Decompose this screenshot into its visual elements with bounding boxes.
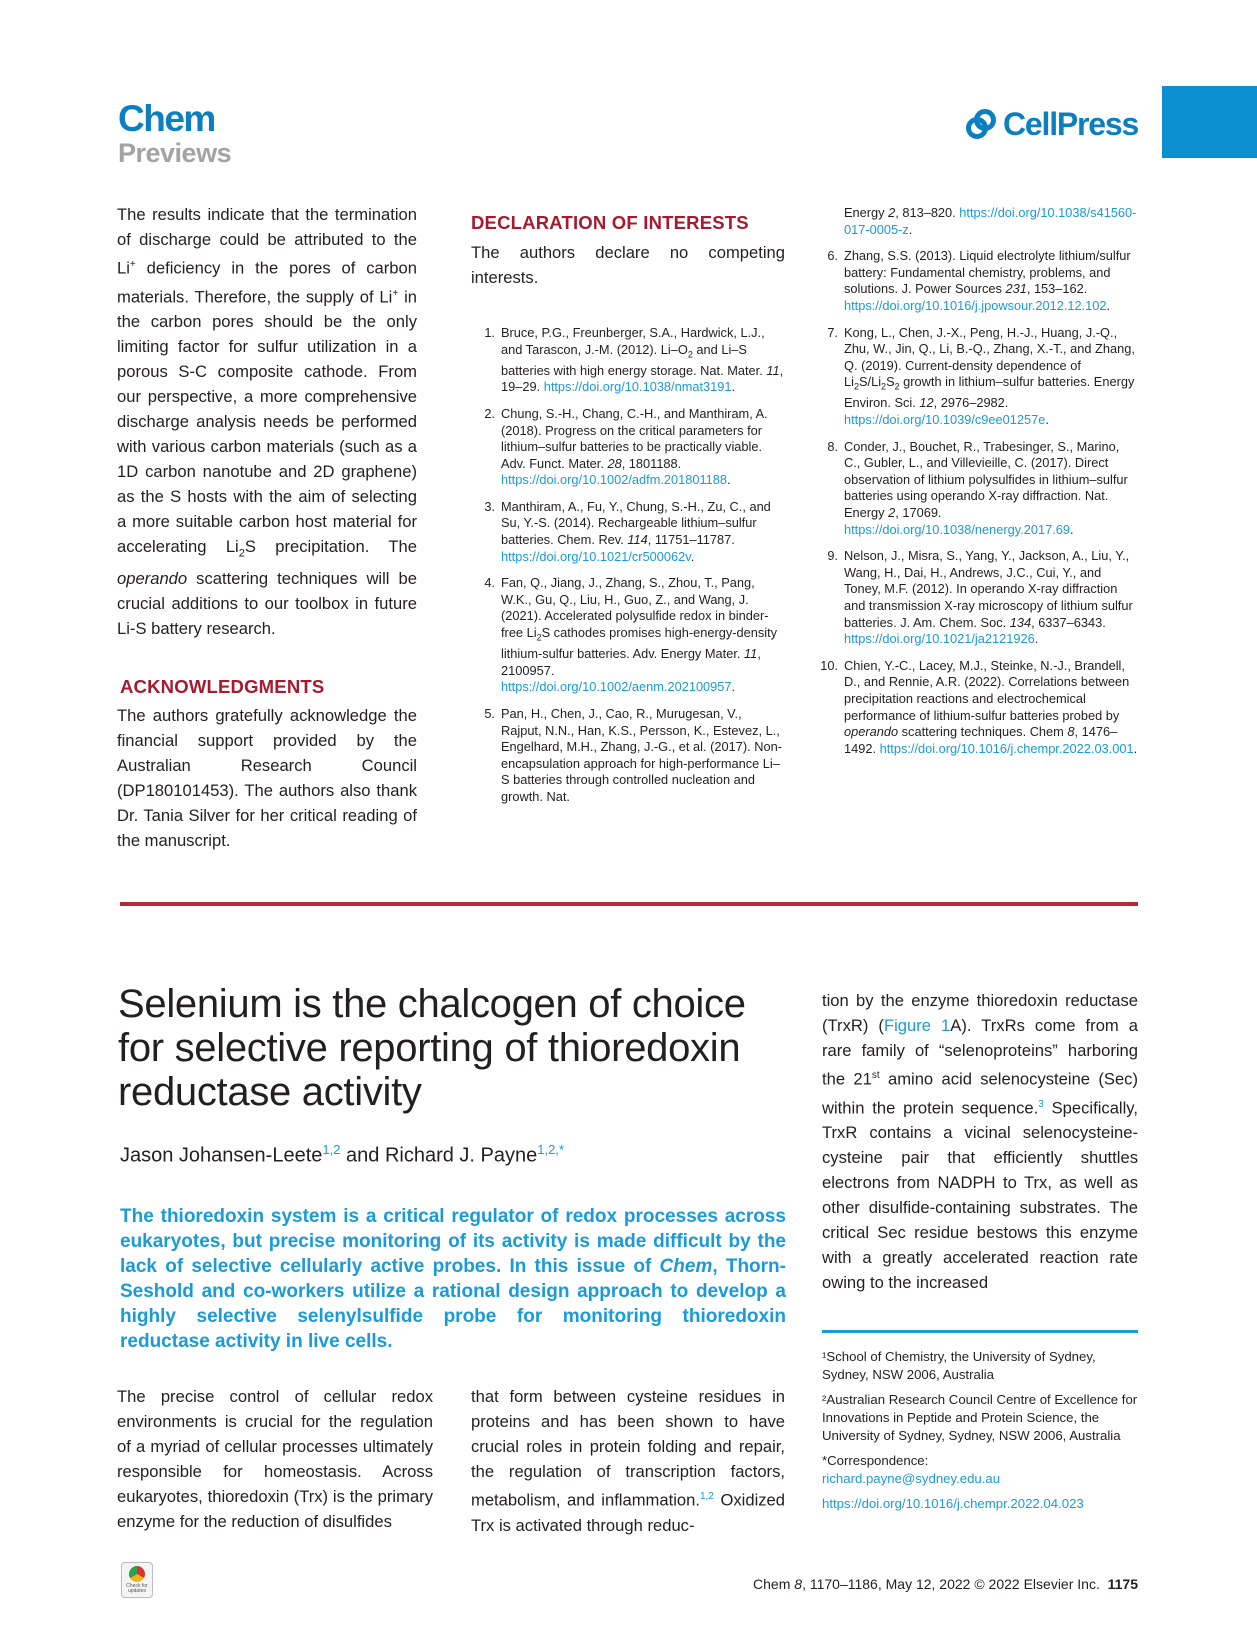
doi-link[interactable]: https://doi.org/10.1002/adfm.201801188	[501, 472, 728, 488]
references-list-col3	[814, 205, 1138, 767]
body-col1: The precise control of cellular redox environments is crucial for the regulation of a myriad of cellular processes ultimately responsible for homeostasis. Across eukaryotes, thioredoxin (Trx) is the primary enzyme for the reduction of disulfides	[117, 1387, 433, 1531]
reference-8: 8. Conder, J., Bouchet, R., Trabesinger, S., Marino, C., Gubler, L., and Villevieille, C. (2017). Direct observation of lithium polysulfides in lithium–sulfur batteries using operando X-ray diffraction. Nat. Energy 2, 17069. https://doi.org/10.1038/nenergy.2017.69.	[827, 438, 1128, 537]
reference-2: 2. Chung, S.-H., Chang, C.-H., and Manthiram, A. (2018). Progress on the critical parameters for lithium–sulfur batteries to be practically viable. Adv. Funct. Mater. 28, 1801188. https://doi.org/10.1002/adfm.201801188.	[484, 405, 768, 488]
article-abstract: The thioredoxin system is a critical regulator of redox processes across eukaryotes, but precise monitoring of its activity is made difficult by the lack of selective cellularly active probes. In this issue of Chem, Thorn-Seshold and co-workers utilize a rational design approach to develop a highly selective selenylsulfide probe for monitoring thioredoxin reductase activity in live cells.	[120, 1206, 786, 1352]
acknowledgments-heading: ACKNOWLEDGMENTS	[120, 676, 325, 697]
page-number: 1175	[1107, 1576, 1138, 1592]
reference-5: 5. Pan, H., Chen, J., Cao, R., Murugesan, V., Rajput, N.N., Han, K.S., Persson, K., Estevez, L., Engelhard, M.H., Zhang, J.-G., et al. (2017). Non-encapsulation approach for high-performance Li–S batteries through controlled nucleation and growth. Nat.	[484, 705, 782, 804]
author-name: Jason Johansen-Leete	[120, 1144, 323, 1167]
citation-link[interactable]: 1,2	[699, 1491, 714, 1502]
author-name: Richard J. Payne	[384, 1144, 538, 1167]
doi-link[interactable]: https://doi.org/10.1002/aenm.202100957	[501, 679, 732, 695]
doi-link[interactable]: https://doi.org/10.1038/s41560-017-0005-z	[844, 205, 1137, 237]
reference-9: 9. Nelson, J., Misra, S., Yang, Y., Jackson, A., Liu, Y., Wang, H., Dai, H., Andrews, J.C., Cui, Y., and Toney, M.F. (2012). In operando X-ray diffraction and transmission X-ray microscopy of lithium sulfur batteries. J. Am. Chem. Soc. 134, 6337–6343. https://doi.org/10.1021/ja2121926.	[827, 548, 1133, 647]
reference-5-continued: Energy 2, 813–820. https://doi.org/10.1038/s41560-017-0005-z.	[844, 205, 1137, 237]
cellpress-logo[interactable]	[965, 104, 1138, 144]
affiliation-1: ¹School of Chemistry, the University of Sydney, Sydney, NSW 2006, Australia	[822, 1349, 1096, 1382]
doi-link[interactable]: https://doi.org/10.1016/j.chempr.2022.03.001	[879, 740, 1134, 756]
section-tab	[1162, 86, 1257, 158]
check-for-updates-badge[interactable]: Check for updates	[121, 1562, 153, 1598]
check-for-updates-icon	[129, 1566, 145, 1582]
affiliation-link[interactable]: 1,2	[322, 1142, 341, 1157]
reference-10: 10. Chien, Y.-C., Lacey, M.J., Steinke, N.-J., Brandell, D., and Rennie, A.R. (2022). Correlations between precipitation reactions and electrochemical performance of lithium-sulfur batteries probed by operando scattering techniques. Chem 8, 1476–1492. https://doi.org/10.1016/j.chempr.2022.03.001.	[820, 657, 1138, 756]
col1-paragraph: The results indicate that the termination of discharge could be attributed to the Li+ deficiency in the pores of carbon materials. Therefore, the supply of Li+ in the carbon pores should be the only limiting factor for sulfur utilization in a porous S-C composite cathode. From our perspective, a more comprehensive discharge analysis needs be performed with various carbon materials (such as a 1D carbon nanotube and 2D graphene) as the S hosts with the aim of selecting a more suitable carbon host material for accelerating $Li_2S$ precipitation. The operando scattering techniques will be crucial additions to our toolbox in future Li-S battery research.	[117, 205, 417, 639]
footnotes	[822, 1348, 1138, 1520]
section-divider	[120, 902, 1138, 906]
doi-link[interactable]: https://doi.org/10.1021/ja2121926	[844, 631, 1035, 647]
publisher-name: CellPress	[1003, 105, 1139, 142]
article-doi-link[interactable]: https://doi.org/10.1016/j.chempr.2022.04.023	[822, 1496, 1084, 1511]
page-footer: Chem 8, 1170–1186, May 12, 2022 © 2022 Elsevier Inc. 1175	[753, 1576, 1138, 1592]
body-col2: that form between cysteine residues in proteins and has been shown to have crucial roles in protein folding and repair, the regulation of transcription factors, metabolism, and inflammation.$^{1,2}$ Oxidized Trx is activated through reduc-	[471, 1387, 786, 1535]
doi-link[interactable]: https://doi.org/10.1021/cr500062v	[501, 548, 691, 564]
reference-7: 7. Kong, L., Chen, J.-X., Peng, H.-J., Huang, J.-Q., Zhu, W., Jin, Q., Li, B.-Q., Zhang, X.-T., and Zhang, Q. (2019). Current-density dependence of $Li_2S/Li_2S_2$ growth in lithium–sulfur batteries. Energy Environ. Sci. 12, 2976–2982. https://doi.org/10.1039/c9ee01257e.	[827, 324, 1135, 428]
citation-link[interactable]: 3	[1038, 1098, 1044, 1110]
acknowledgments-text: The authors gratefully acknowledge the financial support provided by the Australian Research Council (DP180101453). The authors also thank Dr. Tania Silver for her critical reading of the manuscript.	[117, 706, 417, 850]
correspondence-label: *Correspondence:	[822, 1453, 929, 1468]
references-list-col2	[471, 325, 785, 816]
reference-4: 4. Fan, Q., Jiang, J., Zhang, S., Zhou, T., Pang, W.K., Gu, Q., Liu, H., Guo, Z., and Wang, J. (2021). Accelerated polysulfide redox in binder-free $Li_2S$ cathodes promises high-energy-density lithium-sulfur batteries. Adv. Energy Mater. 11, 2100957. https://doi.org/10.1002/aenm.202100957.	[484, 575, 778, 695]
doi-link[interactable]: https://doi.org/10.1038/nmat3191	[543, 379, 732, 395]
body-col3: tion by the enzyme thioredoxin reductase (TrxR) (Figure 1A). TrxRs come from a rare family of “selenoproteins” harboring the 21st amino acid selenocysteine (Sec) within the protein sequence.$^3$ Specifically, TrxR contains a vicinal selenocysteine-cysteine pair that efficiently shuttles electrons from NADPH to Trx, as well as other disulfide-containing substrates. The critical Sec residue bestows this enzyme with a greatly accelerated reaction rate owing to the increased	[822, 991, 1139, 1293]
affiliation-link[interactable]: 1,2,*	[537, 1142, 564, 1157]
affiliation-2: ²Australian Research Council Centre of Excellence for Innovations in Peptide and Protein Science, the University of Sydney, Sydney, NSW 2006, Australia	[822, 1392, 1138, 1443]
email-link[interactable]: richard.payne@sydney.edu.au	[822, 1471, 1001, 1486]
reference-6: 6. Zhang, S.S. (2013). Liquid electrolyte lithium/sulfur battery: Fundamental chemistry, problems, and solutions. J. Power Sources 231, 153–162. https://doi.org/10.1016/j.jpowsour.2012.12.102.	[827, 248, 1131, 313]
author-line: Jason Johansen-Leete$^{1,2}$ and Richard J. Payne$^{1,2,*}$	[120, 1142, 564, 1167]
declaration-text: The authors declare no competing interests.	[471, 243, 785, 287]
doi-link[interactable]: https://doi.org/10.1039/c9ee01257e	[844, 412, 1046, 428]
figure-link[interactable]: Figure 1	[883, 1016, 951, 1035]
journal-section: Previews	[118, 138, 232, 168]
doi-link[interactable]: https://doi.org/10.1038/nenergy.2017.69	[844, 521, 1071, 537]
reference-1: 1. Bruce, P.G., Freunberger, S.A., Hardwick, L.J., and Tarascon, J.-M. (2012). $Li-O_2$ and Li–S batteries with high energy storage. Nat. Mater. 11, 19–29. https://doi.org/10.1038/nmat3191.	[484, 325, 784, 395]
article-title: Selenium is the chalcogen of choice for selective reporting of thioredoxin reductase activity	[118, 982, 746, 1114]
declaration-heading: DECLARATION OF INTERESTS	[471, 212, 749, 233]
reference-3: 3. Manthiram, A., Fu, Y., Chung, S.-H., Zu, C., and Su, Y.-S. (2014). Rechargeable lithium–sulfur batteries. Chem. Rev. 114, 11751–11787. https://doi.org/10.1021/cr500062v.	[484, 498, 771, 564]
cellpress-mark-icon	[965, 108, 997, 140]
journal-title: Chem	[118, 98, 215, 139]
doi-link[interactable]: https://doi.org/10.1016/j.jpowsour.2012.12.102	[844, 297, 1107, 313]
footnote-divider	[822, 1330, 1138, 1333]
